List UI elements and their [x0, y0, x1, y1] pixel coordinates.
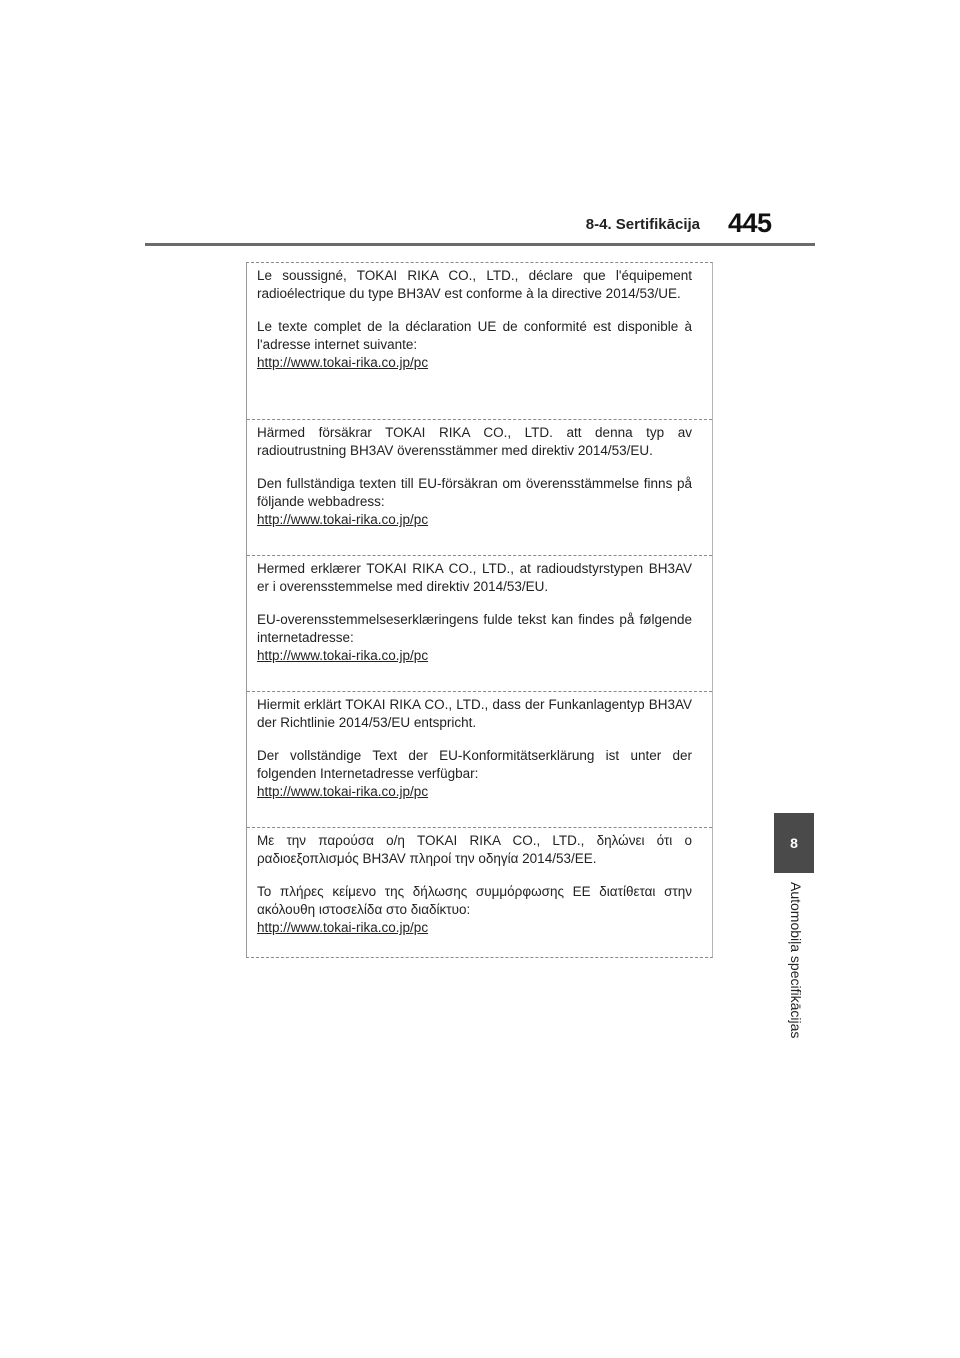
declaration-statement: Hermed erklærer TOKAI RIKA CO., LTD., at radioudstyrstypen BH3AV er i overensstemmelse med direktiv 2014/53/EU.: [257, 561, 692, 594]
declaration-availability: Den fullständiga texten till EU-försäkran om överensstämmelse finns på följande webbadress:: [257, 476, 692, 509]
declaration-french: [247, 267, 712, 419]
chapter-number: 8: [790, 835, 798, 851]
declaration-link[interactable]: http://www.tokai-rika.co.jp/pc: [257, 648, 429, 663]
declaration-statement: Με την παρούσα ο/η TOKAI RIKA CO., LTD., δηλώνει ότι ο ραδιοεξοπλισμός BH3AV πληροί την οδηγία 2014/53/ΕΕ.: [257, 833, 692, 866]
declarations-box: [246, 262, 713, 958]
chapter-tab: [774, 813, 814, 873]
declaration-statement: Härmed försäkrar TOKAI RIKA CO., LTD. att denna typ av radioutrustning BH3AV överensstämmer med direktiv 2014/53/EU.: [257, 425, 692, 458]
chapter-label: Automobiļa specifikācijas: [788, 882, 804, 1039]
declaration-danish: [247, 555, 712, 691]
declaration-availability: Το πλήρες κείμενο της δήλωσης συμμόρφωσης ΕΕ διατίθεται στην ακόλουθη ιστοσελίδα στο διαδίκτυο:: [257, 884, 692, 917]
declaration-link[interactable]: http://www.tokai-rika.co.jp/pc: [257, 784, 429, 799]
header-divider: [145, 243, 815, 246]
declaration-statement: Hiermit erklärt TOKAI RIKA CO., LTD., dass der Funkanlagentyp BH3AV der Richtlinie 2014/53/EU entspricht.: [257, 697, 692, 730]
declaration-availability: Der vollständige Text der EU-Konformitätserklärung ist unter der folgenden Internetadresse verfügbar:: [257, 748, 692, 781]
declaration-german: [247, 691, 712, 827]
page-number: 445: [728, 208, 772, 238]
declaration-statement: Le soussigné, TOKAI RIKA CO., LTD., déclare que l'équipement radioélectrique du type BH3AV est conforme à la directive 2014/53/UE.: [257, 268, 692, 301]
declaration-greek: [247, 827, 712, 955]
section-title: 8-4. Sertifikācija: [585, 216, 700, 233]
declaration-swedish: [247, 419, 712, 555]
declaration-link[interactable]: http://www.tokai-rika.co.jp/pc: [257, 512, 429, 527]
page-header: [0, 0, 960, 250]
declaration-link[interactable]: http://www.tokai-rika.co.jp/pc: [257, 355, 429, 370]
declaration-availability: EU-overensstemmelseserklæringens fulde tekst kan findes på følgende internetadresse:: [257, 612, 692, 645]
declaration-link[interactable]: http://www.tokai-rika.co.jp/pc: [257, 920, 429, 935]
declaration-availability: Le texte complet de la déclaration UE de conformité est disponible à l'adresse internet suivante:: [257, 319, 692, 352]
